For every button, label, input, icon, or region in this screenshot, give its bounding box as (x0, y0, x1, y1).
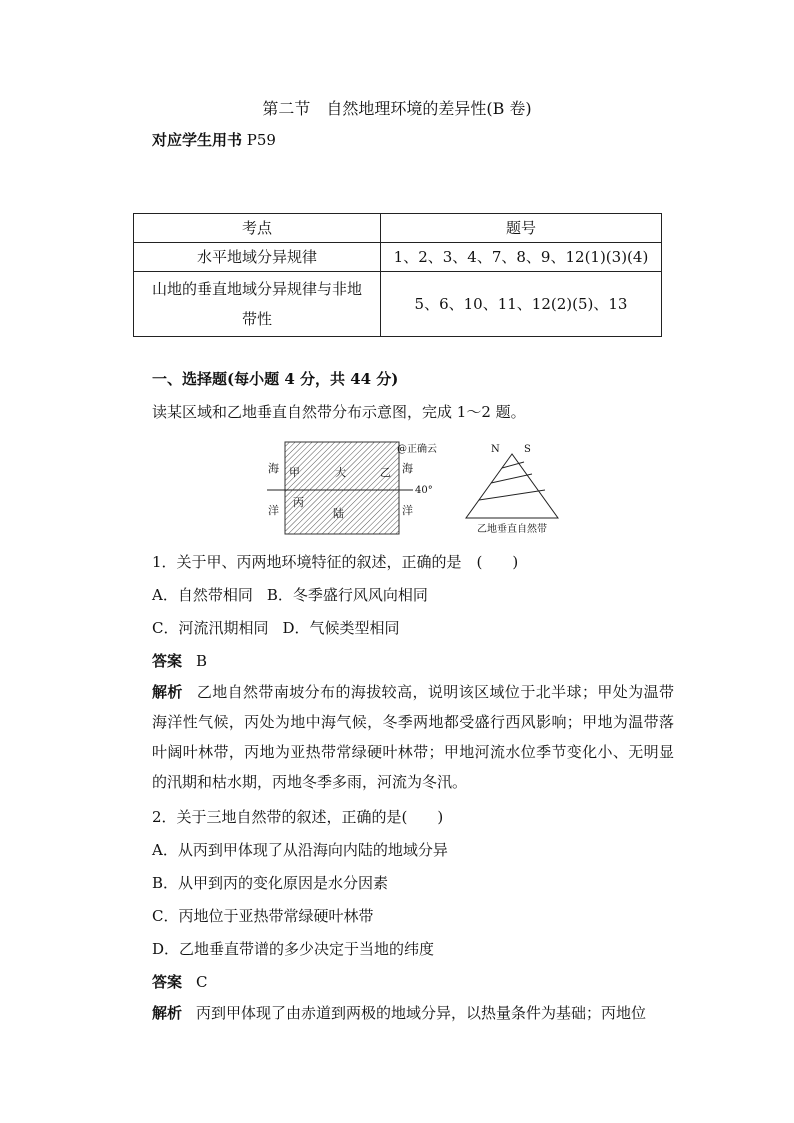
table-cell-topic-line2: 带性 (241, 310, 272, 328)
q2-option-b: B．从甲到丙的变化原因是水分因素 (152, 874, 389, 892)
reference-page: P59 (242, 131, 276, 149)
map-label-yi: 乙 (380, 466, 391, 479)
continent-area (285, 442, 399, 534)
section-heading: 一、选择题(每小题 4 分，共 44 分) (152, 370, 399, 388)
table-row (134, 243, 662, 272)
q1-analysis-text: 乙地自然带南坡分布的海拔较高，说明该区域位于北半球；甲处为温带海洋性气候，丙处为地中海气候，冬季两地都受盛行西风影响；甲地为温带落叶阔叶林带，丙地为亚热带常绿硬叶林带；甲地河流水位季节变化小、无明显的汛期和枯水期，丙地冬季多雨，河流为冬汛。 (152, 683, 674, 791)
q1-options-cd (152, 617, 400, 638)
map-label-jia: 甲 (289, 466, 300, 479)
q2-option-d: D．乙地垂直带谱的多少决定于当地的纬度 (152, 940, 435, 958)
q2-answer-value: C (196, 973, 208, 991)
q1-option-d: D．气候类型相同 (282, 619, 400, 637)
map-label-lu: 陆 (333, 507, 344, 520)
q1-answer-value: B (196, 652, 208, 670)
mountain-label-s: S (524, 444, 531, 455)
q2-option-c: C．丙地位于亚热带常绿硬叶林带 (152, 907, 374, 925)
mountain-zones-figure (462, 440, 562, 536)
topic-table (133, 213, 662, 337)
reference-label: 对应学生用书 (152, 131, 243, 149)
q2-option-a: A．从丙到甲体现了从沿海向内陆的地域分异 (152, 841, 448, 859)
q2-analysis-text: 丙到甲体现了由赤道到两极的地域分异，以热量条件为基础；丙地位 (196, 1004, 647, 1022)
table-cell-numbers: 5、6、10、11、12(2)(5)、13 (381, 272, 662, 337)
q1-analysis (152, 677, 674, 797)
q1-option-c: C．河流汛期相同 (152, 619, 269, 637)
mountain-outline (466, 454, 558, 518)
q1-analysis-label: 解析 (152, 683, 183, 701)
question-intro: 读某区域和乙地垂直自然带分布示意图，完成 1～2 题。 (152, 403, 526, 421)
q1-answer-label: 答案 (152, 652, 183, 670)
mountain-caption: 乙地垂直自然带 (477, 524, 547, 535)
q2-answer (152, 971, 208, 992)
region-map-figure (265, 438, 445, 538)
table-cell-topic-line1: 山地的垂直地域分异规律与非地 (151, 280, 362, 298)
table-cell-topic (134, 272, 381, 337)
q1-option-a: A．自然带相同 (152, 586, 253, 604)
watermark-label: @正确云 (397, 444, 437, 455)
zone-boundary (479, 490, 545, 500)
map-label-sea-left-bottom: 洋 (268, 504, 279, 517)
table-cell-topic: 水平地域分异规律 (134, 243, 381, 272)
q2-analysis-label: 解析 (152, 1004, 183, 1022)
map-label-sea-left-top: 海 (268, 462, 279, 475)
table-row (134, 272, 662, 337)
q2-analysis (152, 998, 674, 1028)
mountain-label-n: N (491, 444, 500, 455)
map-label-bing: 丙 (293, 496, 304, 509)
q2-answer-label: 答案 (152, 973, 183, 991)
table-cell-numbers: 1、2、3、4、7、8、9、12(1)(3)(4) (381, 243, 662, 272)
map-label-sea-right-top: 海 (402, 462, 413, 475)
map-label-sea-right-bottom: 洋 (402, 504, 413, 517)
q1-option-b: B．冬季盛行风风向相同 (266, 586, 428, 604)
reference-line (152, 129, 276, 150)
map-label-da: 大 (335, 466, 346, 479)
q1-answer (152, 650, 207, 671)
latitude-label: 40° (415, 485, 433, 496)
table-header-numbers: 题号 (381, 214, 662, 243)
q1-stem: 1．关于甲、丙两地环境特征的叙述，正确的是 ( ) (152, 553, 519, 571)
q2-stem: 2．关于三地自然带的叙述，正确的是( ) (152, 808, 444, 826)
table-header-row (134, 214, 662, 243)
page-title: 第二节 自然地理环境的差异性(B 卷) (262, 99, 532, 118)
q1-options-ab (152, 584, 428, 605)
table-header-topic: 考点 (134, 214, 381, 243)
